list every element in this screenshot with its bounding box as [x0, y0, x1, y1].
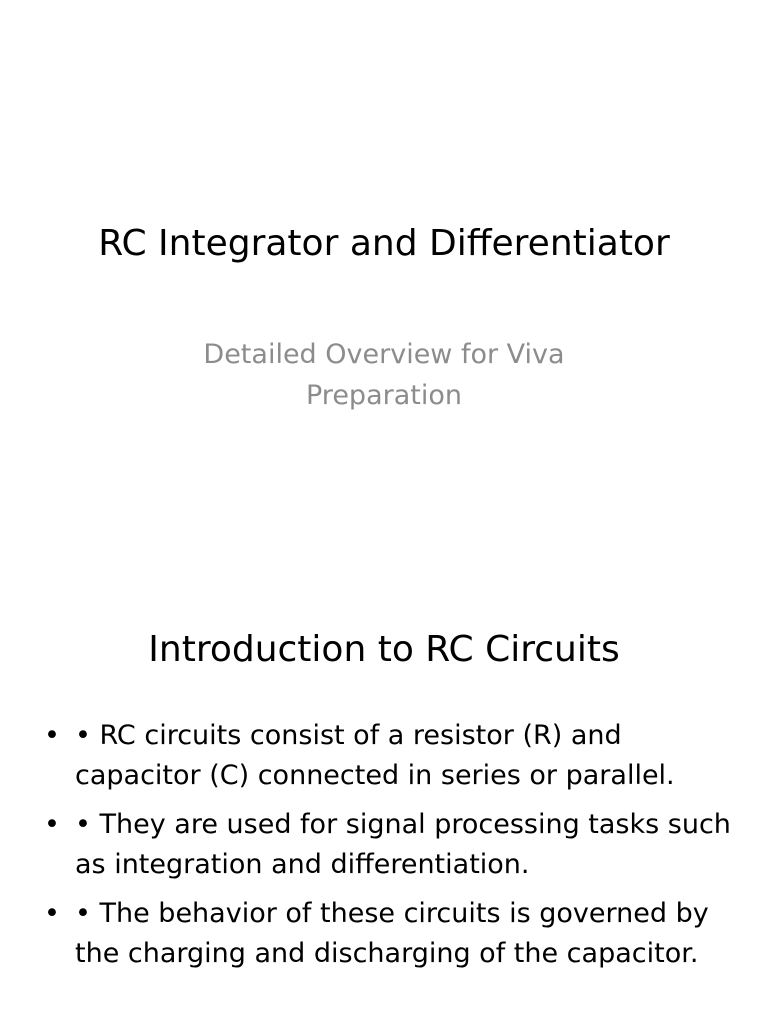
- bullet-text: • RC circuits consist of a resistor (R) and capacitor (C) connected in series or parallel.: [75, 720, 675, 791]
- bullet-marker-icon: •: [44, 720, 60, 751]
- bullet-item: [38, 894, 738, 974]
- presentation-title: RC Integrator and Differentiator: [98, 223, 670, 264]
- bullet-marker-icon: •: [44, 898, 60, 929]
- bullet-marker-icon: •: [44, 809, 60, 840]
- slide-introduction: [0, 512, 768, 1024]
- bullet-item: [38, 716, 738, 796]
- slide-heading: Introduction to RC Circuits: [148, 629, 620, 670]
- bullet-item: [38, 805, 738, 885]
- presentation-subtitle: Detailed Overview for Viva Preparation: [203, 339, 565, 411]
- bullet-list: [38, 716, 738, 983]
- bullet-text: • The behavior of these circuits is governed by the charging and discharging of the capacitor.: [75, 898, 709, 969]
- bullet-text: • They are used for signal processing tasks such as integration and differentiation.: [75, 809, 731, 880]
